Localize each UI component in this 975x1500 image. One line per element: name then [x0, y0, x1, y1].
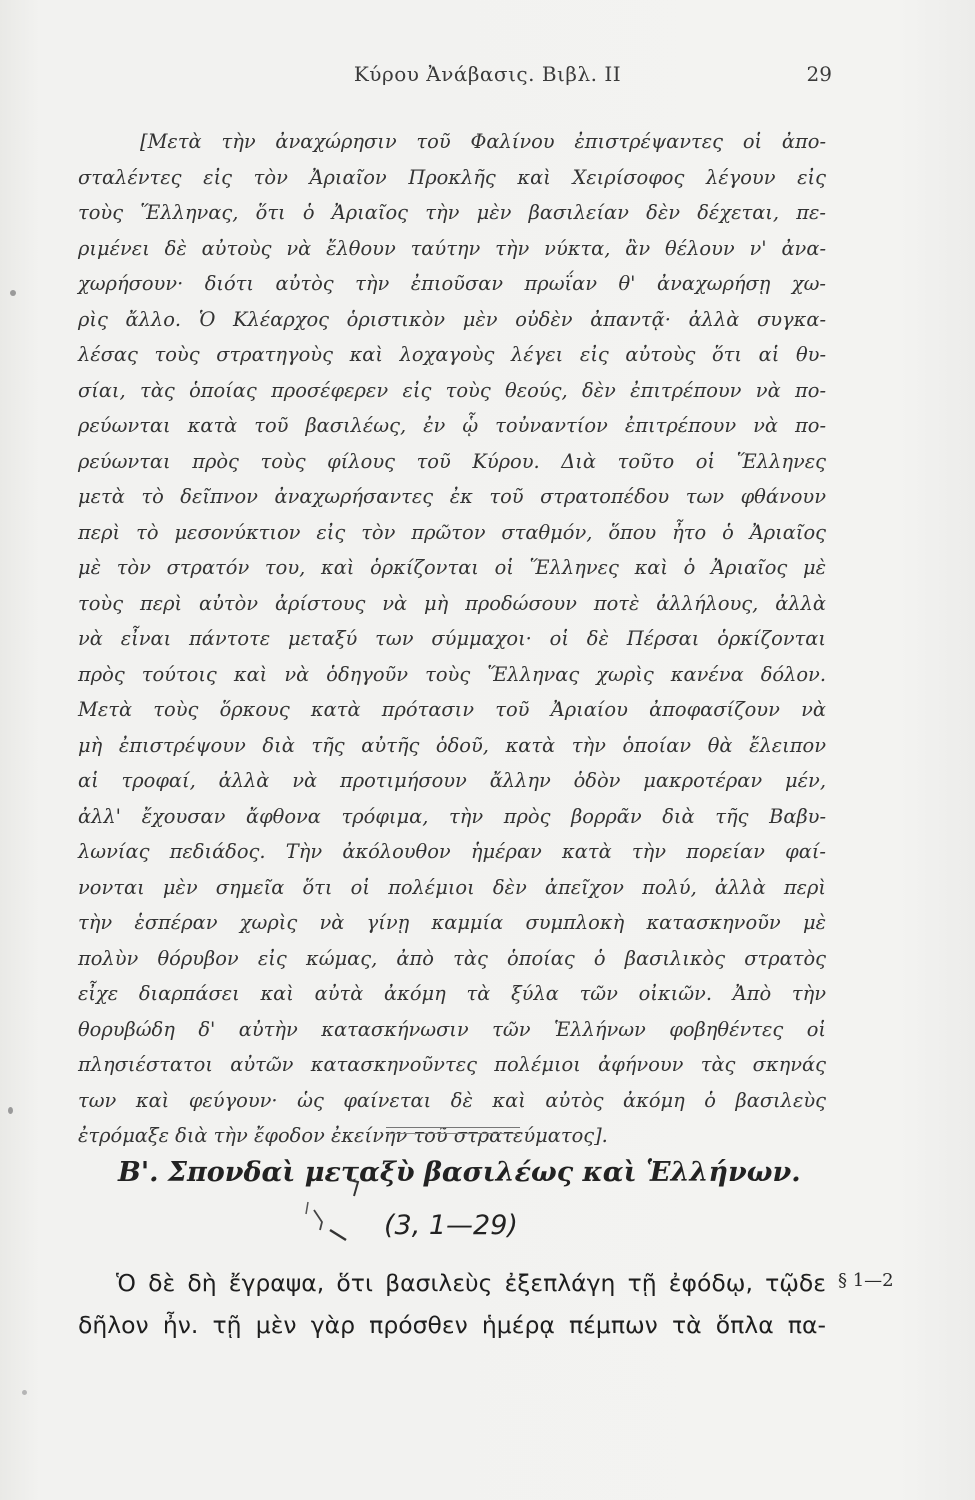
pen-mark-annotation — [300, 1170, 380, 1270]
commentary-line: πολὺν θόρυβον εἰς κώμας, ἀπὸ τὰς ὁποίας ὁ βασιλικὸς στρατὸς — [78, 946, 826, 970]
commentary-line: πλησιέστατοι αὐτῶν κατασκηνοῦντες πολέμιοι ἀφήνουν τὰς σκηνάς — [78, 1053, 826, 1076]
section-divider — [386, 1127, 520, 1128]
commentary-line: χωρήσουν· διότι αὐτὸς τὴν ἐπιοῦσαν πρωΐαν θ' ἀναχωρήσῃ χω- — [78, 272, 826, 295]
commentary-paragraph — [78, 124, 826, 1154]
commentary-line: [Μετὰ τὴν ἀναχώρησιν τοῦ Φαλίνου ἐπιστρέψαντες οἱ ἀπο- — [140, 130, 826, 153]
section-heading: Β'. Σπονδαὶ μεταξὺ βασιλέως καὶ Ἑλλήνων. — [118, 1157, 801, 1188]
commentary-line: αἱ τροφαί, ἀλλὰ νὰ προτιμήσουν ἄλλην ὁδὸν μακροτέραν μέν, — [78, 769, 826, 792]
commentary-line: τοὺς Ἕλληνας, ὅτι ὁ Ἀριαῖος τὴν μὲν βασιλείαν δὲν δέχεται, πε- — [78, 201, 826, 224]
margin-section-reference: § 1—2 — [838, 1270, 894, 1291]
page-number: 29 — [806, 62, 832, 86]
commentary-line: ριμένει δὲ αὐτοὺς νὰ ἔλθουν ταύτην τὴν νύκτα, ἂν θέλουν ν' ἀνα- — [78, 236, 826, 260]
original-text-line: Ὁ δὲ δὴ ἔγραψα, ὅτι βασιλεὺς ἐξεπλάγη τῇ ἐφόδῳ, τῷδε — [116, 1269, 826, 1297]
page-spot-mark — [22, 1390, 27, 1395]
commentary-line: λέσας τοὺς στρατηγοὺς καὶ λοχαγοὺς λέγει εἰς αὐτοὺς ὅτι αἱ θυ- — [78, 343, 826, 366]
commentary-line: ρὶς ἄλλο. Ὁ Κλέαρχος ὁριστικὸν μὲν οὐδὲν ἀπαντᾷ· ἀλλὰ συγκα- — [78, 307, 826, 331]
commentary-line: θορυβώδη δ' αὐτὴν κατασκήνωσιν τῶν Ἑλλήνων φοβηθέντες οἱ — [78, 1017, 826, 1041]
commentary-line: μετὰ τὸ δεῖπνον ἀναχωρήσαντες ἐκ τοῦ στρατοπέδου των φθάνουν — [78, 485, 826, 508]
commentary-line: ρεύωνται πρὸς τοὺς φίλους τοῦ Κύρου. Διὰ τοῦτο οἱ Ἕλληνες — [78, 449, 826, 473]
commentary-line: πρὸς τούτοις καὶ νὰ ὁδηγοῦν τοὺς Ἕλληνας χωρὶς κανένα δόλον. — [78, 662, 826, 686]
commentary-line: μὲ τὸν στρατόν του, καὶ ὁρκίζονται οἱ Ἕλληνες καὶ ὁ Ἀριαῖος μὲ — [78, 556, 826, 579]
section-reference: (3, 1—29) — [384, 1210, 518, 1241]
original-text-block — [78, 1262, 826, 1346]
commentary-line: σταλέντες εἰς τὸν Ἀριαῖον Προκλῆς καὶ Χειρίσοφος λέγουν εἰς — [78, 165, 826, 189]
page-spot-mark — [8, 1107, 13, 1114]
commentary-line: ἀλλ' ἔχουσαν ἄφθονα τρόφιμα, τὴν πρὸς βορρᾶν διὰ τῆς Βαβυ- — [78, 804, 826, 828]
commentary-line: λωνίας πεδιάδος. Τὴν ἀκόλουθον ἡμέραν κατὰ τὴν πορείαν φαί- — [78, 840, 826, 863]
commentary-line: Μετὰ τοὺς ὅρκους κατὰ πρότασιν τοῦ Ἀριαίου ἀποφασίζουν νὰ — [78, 698, 826, 721]
running-header-title: Κύρου Ἀνάβασις. Βιβλ. II — [353, 62, 622, 86]
commentary-line: ρεύωνται κατὰ τοῦ βασιλέως, ἐν ᾧ τοὐναντίον ἐπιτρέπουν νὰ πο- — [78, 414, 826, 437]
commentary-line: ἐτρόμαξε διὰ τὴν ἔφοδον ἐκείνην τοῦ στρατεύματος]. — [78, 1124, 608, 1147]
commentary-line: των καὶ φεύγουν· ὡς φαίνεται δὲ καὶ αὐτὸς ἀκόμη ὁ βασιλεὺς — [78, 1088, 826, 1112]
commentary-line: τοὺς περὶ αὐτὸν ἀρίστους νὰ μὴ προδώσουν ποτὲ ἀλλήλους, ἀλλὰ — [78, 591, 826, 615]
commentary-line: νονται μὲν σημεῖα ὅτι οἱ πολέμιοι δὲν ἀπεῖχον πολύ, ἀλλὰ περὶ — [78, 875, 826, 899]
commentary-line: μὴ ἐπιστρέψουν διὰ τῆς αὐτῆς ὁδοῦ, κατὰ τὴν ὁποίαν θὰ ἔλειπον — [78, 733, 826, 757]
commentary-line: νὰ εἶναι πάντοτε μεταξύ των σύμμαχοι· οἱ δὲ Πέρσαι ὁρκίζονται — [78, 627, 826, 650]
commentary-line: περὶ τὸ μεσονύκτιον εἰς τὸν πρῶτον σταθμόν, ὅπου ἦτο ὁ Ἀριαῖος — [78, 520, 826, 544]
commentary-line: εἶχε διαρπάσει καὶ αὐτὰ ἀκόμη τὰ ξύλα τῶν οἰκιῶν. Ἀπὸ τὴν — [78, 982, 826, 1005]
commentary-line: σίαι, τὰς ὁποίας προσέφερεν εἰς τοὺς θεούς, δὲν ἐπιτρέπουν νὰ πο- — [78, 378, 826, 402]
page-spot-mark — [10, 290, 16, 296]
original-text-line: δῆλον ἦν. τῇ μὲν γὰρ πρόσθεν ἡμέρᾳ πέμπων τὰ ὅπλα πα- — [78, 1311, 826, 1339]
commentary-line: τὴν ἑσπέραν χωρὶς νὰ γίνῃ καμμία συμπλοκὴ κατασκηνοῦν μὲ — [78, 911, 826, 934]
section-divider-secondary — [386, 1133, 520, 1134]
